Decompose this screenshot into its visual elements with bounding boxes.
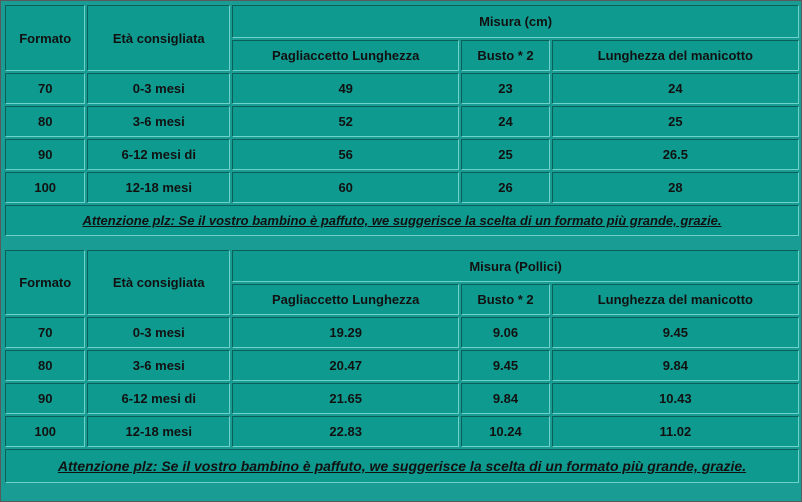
table-row [5, 73, 799, 104]
cell-length: 19.29 [232, 317, 459, 348]
cell-length: 56 [232, 139, 459, 170]
cell-size: 80 [5, 106, 85, 137]
cell-size: 70 [5, 73, 85, 104]
table-row [5, 317, 799, 348]
cell-bust: 9.45 [461, 350, 549, 381]
cell-sleeve: 10.43 [552, 383, 799, 414]
cell-size: 90 [5, 139, 85, 170]
header-bust: Busto * 2 [461, 40, 549, 71]
note-text: Attenzione plz: Se il vostro bambino è paffuto, we suggerisce la scelta di un formato più grande, grazie. [5, 449, 799, 483]
cell-size: 70 [5, 317, 85, 348]
cell-age: 6-12 mesi di [87, 383, 230, 414]
cell-age: 0-3 mesi [87, 73, 230, 104]
header-eta: Età consigliata [87, 5, 230, 71]
cell-sleeve: 9.45 [552, 317, 799, 348]
cell-length: 52 [232, 106, 459, 137]
cell-sleeve: 26.5 [552, 139, 799, 170]
header-bust: Busto * 2 [461, 284, 549, 315]
cell-length: 21.65 [232, 383, 459, 414]
cell-length: 20.47 [232, 350, 459, 381]
cell-bust: 25 [461, 139, 549, 170]
cell-sleeve: 28 [552, 172, 799, 203]
header-sleeve: Lunghezza del manicotto [552, 40, 799, 71]
size-table-inches [3, 248, 801, 485]
cell-length: 22.83 [232, 416, 459, 447]
header-length: Pagliaccetto Lunghezza [232, 284, 459, 315]
header-misura: Misura (cm) [232, 5, 799, 38]
table-row [5, 139, 799, 170]
cell-size: 100 [5, 416, 85, 447]
cell-size: 90 [5, 383, 85, 414]
cell-bust: 24 [461, 106, 549, 137]
cell-age: 12-18 mesi [87, 172, 230, 203]
table-row [5, 172, 799, 203]
cell-bust: 10.24 [461, 416, 549, 447]
cell-bust: 9.84 [461, 383, 549, 414]
header-formato: Formato [5, 250, 85, 315]
cell-age: 12-18 mesi [87, 416, 230, 447]
cell-age: 3-6 mesi [87, 106, 230, 137]
cell-bust: 9.06 [461, 317, 549, 348]
cell-size: 80 [5, 350, 85, 381]
header-sleeve: Lunghezza del manicotto [552, 284, 799, 315]
cell-sleeve: 25 [552, 106, 799, 137]
size-table-cm [3, 3, 801, 238]
cell-length: 60 [232, 172, 459, 203]
cell-age: 0-3 mesi [87, 317, 230, 348]
table-row [5, 416, 799, 447]
header-misura: Misura (Pollici) [232, 250, 799, 282]
cell-sleeve: 9.84 [552, 350, 799, 381]
header-length: Pagliaccetto Lunghezza [232, 40, 459, 71]
cell-sleeve: 11.02 [552, 416, 799, 447]
header-eta: Età consigliata [87, 250, 230, 315]
cell-bust: 23 [461, 73, 549, 104]
cell-age: 3-6 mesi [87, 350, 230, 381]
cell-bust: 26 [461, 172, 549, 203]
cell-age: 6-12 mesi di [87, 139, 230, 170]
table-row [5, 350, 799, 381]
cell-size: 100 [5, 172, 85, 203]
note-text: Attenzione plz: Se il vostro bambino è paffuto, we suggerisce la scelta di un formato più grande, grazie. [5, 205, 799, 236]
table-row [5, 383, 799, 414]
header-formato: Formato [5, 5, 85, 71]
table-row [5, 106, 799, 137]
cell-length: 49 [232, 73, 459, 104]
cell-sleeve: 24 [552, 73, 799, 104]
